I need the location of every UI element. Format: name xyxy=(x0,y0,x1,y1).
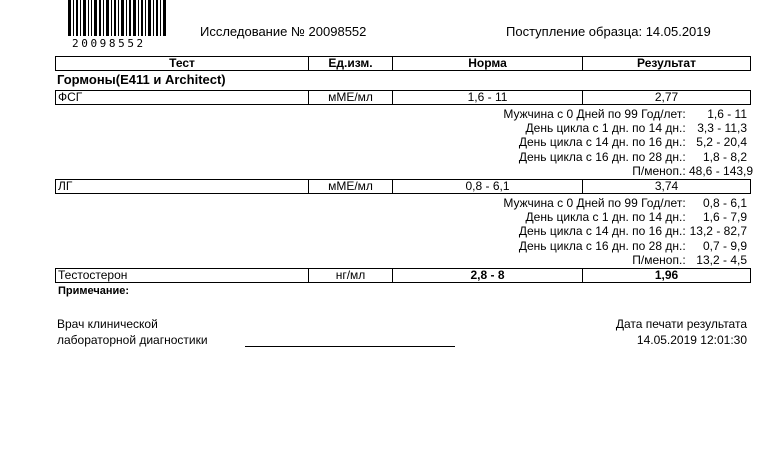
ref-value: 13,2 - 4,5 xyxy=(696,253,747,267)
test-norm: 0,8 - 6,1 xyxy=(393,180,583,194)
ref-label: Мужчина с 0 Дней по 99 Год/лет: xyxy=(503,107,686,121)
ref-label: День цикла с 1 дн. по 14 дн.: xyxy=(525,210,686,224)
table-row xyxy=(56,269,751,283)
ref-label: Мужчина с 0 Дней по 99 Год/лет: xyxy=(503,196,686,210)
ref-value: 5,2 - 20,4 xyxy=(696,135,747,149)
print-date-label: Дата печати результата xyxy=(615,317,747,331)
ref-label: День цикла с 16 дн. по 28 дн.: xyxy=(518,150,686,164)
ref-label: День цикла с 14 дн. по 16 дн.: xyxy=(518,135,686,149)
table-row xyxy=(56,91,751,105)
col-unit-header: Ед.изм. xyxy=(309,57,393,71)
ref-range xyxy=(526,121,747,135)
doctor-title-line1: Врач клинической xyxy=(57,317,158,331)
ref-range xyxy=(632,164,754,178)
test-name: ФСГ xyxy=(56,91,309,105)
ref-value: 48,6 - 143,9 xyxy=(689,164,754,178)
ref-label: П/меноп.: xyxy=(632,253,686,267)
ref-value: 0,7 - 9,9 xyxy=(702,239,747,253)
lh-row-table xyxy=(55,179,751,194)
ref-label: День цикла с 16 дн. по 28 дн.: xyxy=(518,239,686,253)
test-result: 2,77 xyxy=(583,91,751,105)
ref-range xyxy=(503,107,747,121)
print-datetime: 14.05.2019 12:01:30 xyxy=(636,333,747,347)
col-norm-header: Норма xyxy=(393,57,583,71)
col-result-header: Результат xyxy=(583,57,751,71)
ref-value: 1,6 - 11 xyxy=(707,107,747,121)
test-name: Тестостерон xyxy=(56,269,309,283)
ref-range xyxy=(519,150,747,164)
barcode-number: 20098552 xyxy=(72,37,146,50)
ref-value: 3,3 - 11,3 xyxy=(697,121,747,135)
test-result: 1,96 xyxy=(583,269,751,283)
ref-range xyxy=(526,210,747,224)
received-label: Поступление образца: xyxy=(506,24,643,39)
test-name: ЛГ xyxy=(56,180,309,194)
test-unit: мМЕ/мл xyxy=(309,91,393,105)
test-norm: 1,6 - 11 xyxy=(393,91,583,105)
ref-range xyxy=(519,135,747,149)
study-label: Исследование № xyxy=(200,24,305,39)
ref-range xyxy=(519,224,747,238)
study-info xyxy=(200,24,366,39)
test-unit: нг/мл xyxy=(309,269,393,283)
doctor-title-line2: лабораторной диагностики xyxy=(57,333,208,347)
ref-label: День цикла с 1 дн. по 14 дн.: xyxy=(525,121,686,135)
ref-range xyxy=(503,196,747,210)
barcode-image xyxy=(68,0,168,38)
table-row xyxy=(56,180,751,194)
ref-value: 1,6 - 7,9 xyxy=(702,210,747,224)
group-title: Гормоны(E411 и Architect) xyxy=(57,72,226,87)
study-number: 20098552 xyxy=(308,24,367,39)
ref-range xyxy=(519,239,747,253)
received-date: 14.05.2019 xyxy=(645,24,711,39)
ref-value: 13,2 - 82,7 xyxy=(689,224,747,238)
received-info xyxy=(506,24,711,39)
test-unit: мМЕ/мл xyxy=(309,180,393,194)
ref-value: 1,8 - 8,2 xyxy=(702,150,747,164)
test-result: 3,74 xyxy=(583,180,751,194)
results-header-table xyxy=(55,56,751,71)
testosterone-row-table xyxy=(55,268,751,283)
note-label: Примечание: xyxy=(58,285,130,297)
signature-line xyxy=(245,346,455,347)
col-test-header: Тест xyxy=(56,57,309,71)
ref-label: П/меноп.: xyxy=(632,164,686,178)
fsh-row-table xyxy=(55,90,751,105)
ref-range xyxy=(632,253,747,267)
ref-value: 0,8 - 6,1 xyxy=(702,196,747,210)
test-norm: 2,8 - 8 xyxy=(393,269,583,283)
ref-label: День цикла с 14 дн. по 16 дн.: xyxy=(518,224,686,238)
